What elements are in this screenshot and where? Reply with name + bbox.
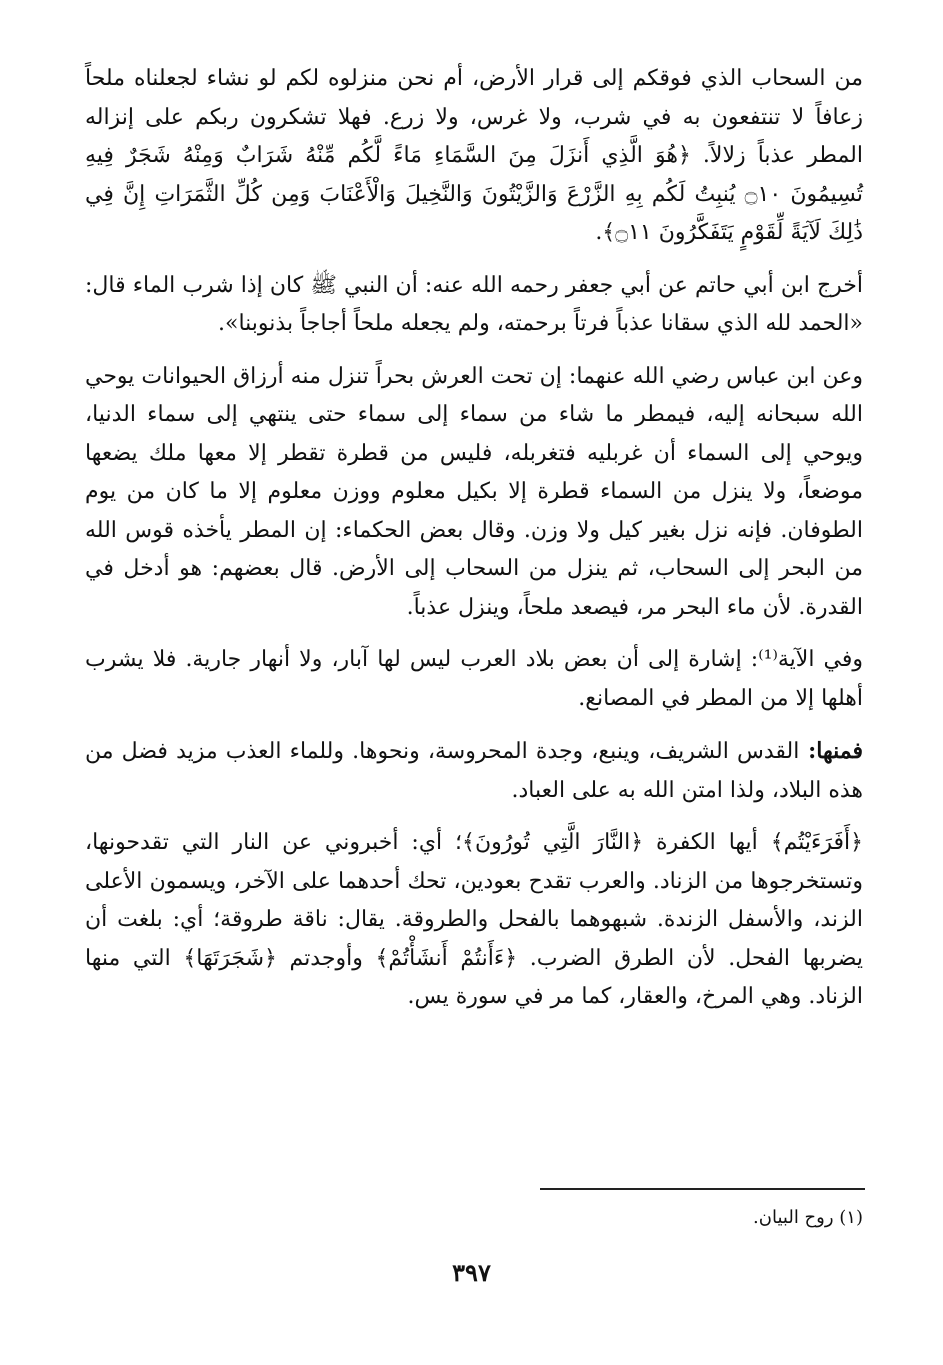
paragraph-5-lead: فمنها: [799, 738, 864, 764]
paragraph-6: ﴿أَفَرَءَيْتُم﴾ أيها الكفرة ﴿النَّارَ الَّتِي تُورُونَ﴾؛ أي: أخبروني عن النار التي تقدحونها، وتستخرجوها من الزناد. والعرب تقدح بعودين، تحك أحدهما على الآخر، ويسمون الأعلى الزند، والأسفل الزندة. شبهوهما بالفحل والطروقة. يقال: ناقة طروقة؛ أي: بلغت أن يضربها الفحل. لأن الطرق الضرب. ﴿ءَأَنتُمْ أَنشَأْتُمْ﴾ وأوجدتم ﴿شَجَرَتَهَا﴾ التي منها الزناد. وهي المرخ، والعقار، كما مر في سورة يس. [85, 830, 863, 1009]
paragraph-2: أخرج ابن أبي حاتم عن أبي جعفر رحمه الله عنه: أن النبي ﷺ كان إذا شرب الماء قال: «الحمد لله الذي سقانا عذباً فرتاً برحمته، ولم يجعله ملحاً أجاجاً بذنوبنا». [85, 272, 863, 336]
paragraph-5-text: القدس الشريف، وينبع، وجدة المحروسة، ونحوها. وللماء العذب مزيد فضل من هذه البلاد، ولذا امتن الله به على العباد. [85, 739, 863, 803]
paragraph-5 [85, 732, 863, 810]
page-body [85, 60, 863, 1031]
paragraph-1: من السحاب الذي فوقكم إلى قرار الأرض، أم نحن منزلوه لكم لو نشاء لجعلناه ملحاً زعافاً لا تنتفعون به في شرب، ولا غرس، ولا زرع. فهلا تشكرون ربكم على إنزاله المطر عذباً زلالاً. ﴿هُوَ الَّذِي أَنزَلَ مِنَ السَّمَاءِ مَاءً لَّكُم مِّنْهُ شَرَابٌ وَمِنْهُ شَجَرٌ فِيهِ تُسِيمُونَ ۝١٠ يُنبِتُ لَكُم بِهِ الزَّرْعَ وَالزَّيْتُونَ وَالنَّخِيلَ وَالْأَعْنَابَ وَمِن كُلِّ الثَّمَرَاتِ إِنَّ فِي ذَٰلِكَ لَآيَةً لِّقَوْمٍ يَتَفَكَّرُونَ ۝١١﴾. [85, 66, 863, 245]
paragraph-3: وعن ابن عباس رضي الله عنهما: إن تحت العرش بحراً تنزل منه أرزاق الحيوانات يوحي الله سبحانه إليه، فيمطر ما شاء من سماء إلى سماء حتى ينتهي إلى سماء الدنيا، ويوحي إلى السماء أن غربليه فتغربله، فليس من قطرة تقطر إلا معها ملك يضعها موضعاً، ولا ينزل من السماء قطرة إلا بكيل معلوم ووزن معلوم إلا ما كان من يوم الطوفان. فإنه نزل بغير كيل ولا وزن. وقال بعض الحكماء: إن المطر يأخذه قوس الله من البحر إلى السحاب، ثم ينزل من السحاب إلى الأرض. قال بعضهم: هو أدخل في القدرة. لأن ماء البحر مر، فيصعد ملحاً، وينزل عذباً. [85, 363, 863, 620]
footnote: (١) روح البيان. [753, 1207, 863, 1228]
page-number: ٣٩٧ [452, 1258, 491, 1287]
paragraph-4: وفي الآية⁽¹⁾: إشارة إلى أن بعض بلاد العرب ليس لها آبار، ولا أنهار جارية. فلا يشرب أهلها إلا من المطر في المصانع. [85, 647, 864, 711]
footnote-divider [540, 1188, 865, 1190]
